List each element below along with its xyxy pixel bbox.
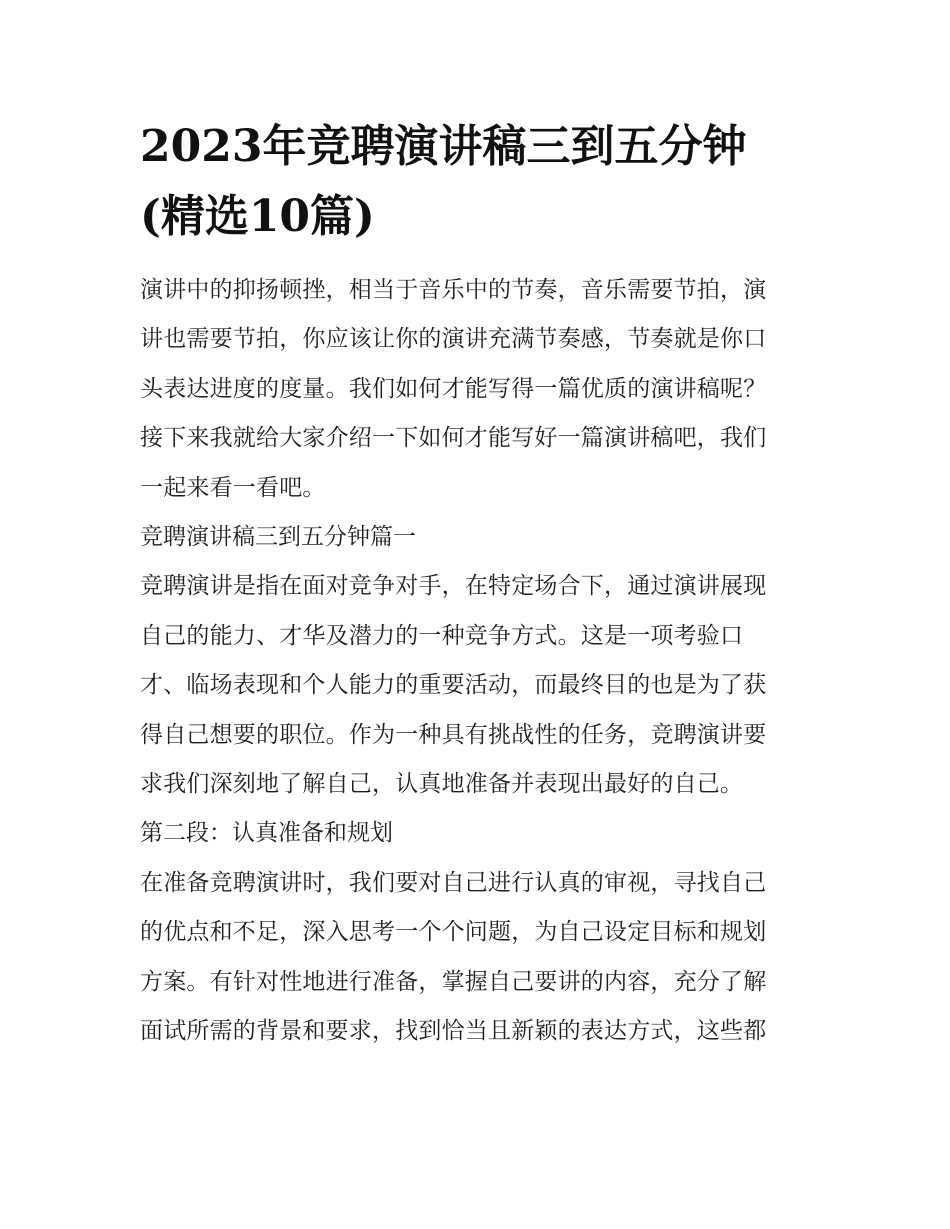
text-line: 一起来看一看吧。 xyxy=(140,474,326,501)
text-line: 竞聘演讲是指在面对竞争对手，在特定场合下，通过演讲展现 xyxy=(140,573,767,600)
section-heading: 第二段：认真准备和规划 xyxy=(140,820,393,847)
text-line: 讲也需要节拍，你应该让你的演讲充满节奏感，节奏就是你口 xyxy=(140,326,767,353)
section2-paragraph xyxy=(140,859,812,1057)
text-line: 自己的能力、才华及潜力的一种竞争方式。这是一项考验口 xyxy=(140,622,744,649)
document-body xyxy=(140,266,812,1057)
text-line: 方案。有针对性地进行准备，掌握自己要讲的内容，充分了解 xyxy=(140,968,767,995)
text-line: 才、临场表现和个人能力的重要活动，而最终目的也是为了获 xyxy=(140,672,767,699)
text-line: 面试所需的背景和要求，找到恰当且新颖的表达方式，这些都 xyxy=(140,1018,767,1045)
document-content xyxy=(140,112,812,1057)
title-line: (精选10篇) xyxy=(140,191,375,242)
section-heading: 竞聘演讲稿三到五分钟篇一 xyxy=(140,524,416,551)
text-line: 的优点和不足，深入思考一个个问题，为自己设定目标和规划 xyxy=(140,919,767,946)
document-title xyxy=(140,112,812,252)
text-line: 得自己想要的职位。作为一种具有挑战性的任务，竞聘演讲要 xyxy=(140,721,767,748)
section1-paragraph xyxy=(140,562,812,809)
intro-paragraph xyxy=(140,266,812,513)
text-line: 头表达进度的度量。我们如何才能写得一篇优质的演讲稿呢？ xyxy=(140,375,767,402)
text-line: 在准备竞聘演讲时，我们要对自己进行认真的审视，寻找自己 xyxy=(140,869,767,896)
title-line: 2023年竞聘演讲稿三到五分钟 xyxy=(140,121,747,172)
text-line: 求我们深刻地了解自己，认真地准备并表现出最好的自己。 xyxy=(140,771,744,798)
text-line: 演讲中的抑扬顿挫，相当于音乐中的节奏，音乐需要节拍，演 xyxy=(140,277,767,303)
text-line: 接下来我就给大家介绍一下如何才能写好一篇演讲稿吧，我们 xyxy=(140,425,767,452)
